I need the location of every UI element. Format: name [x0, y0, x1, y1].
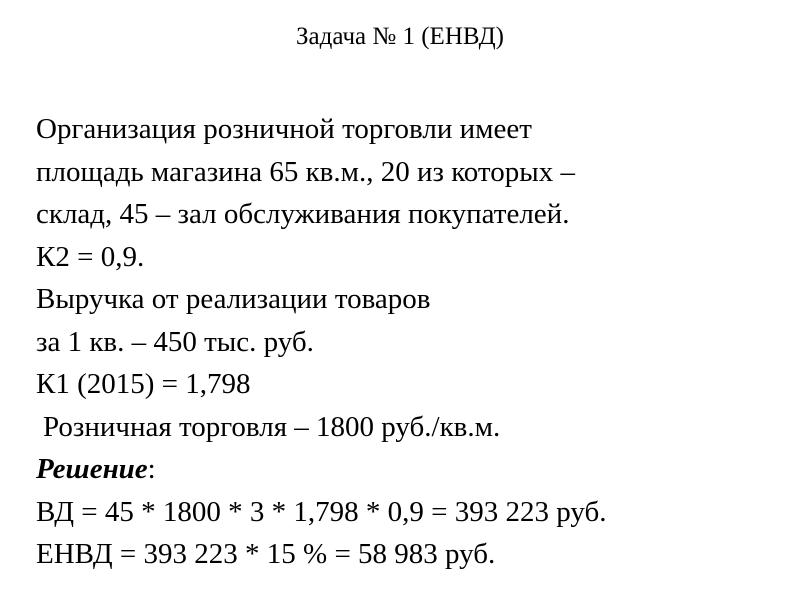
condition-line: Организация розничной торговли имеет	[36, 113, 532, 145]
condition-line: К2 = 0,9.	[36, 240, 145, 273]
task-title: Задача № 1 (ЕНВД)	[296, 23, 504, 50]
solution-heading	[36, 448, 776, 491]
solution-label: Решение	[36, 453, 148, 485]
condition-line: К1 (2015) = 1,798	[36, 368, 251, 400]
condition-line: Выручка от реализации товаров	[36, 283, 431, 315]
condition-line: склад, 45 – зал обслуживания покупателей.	[36, 198, 570, 230]
solution-line: ВД = 45 * 1800 * 3 * 1,798 * 0,9 = 393 223 руб.	[36, 495, 607, 528]
condition-line: площадь магазина 65 кв.м., 20 из которых –	[36, 155, 575, 188]
solution-colon: :	[147, 453, 156, 485]
condition-line: за 1 кв. – 450 тыс. руб.	[36, 325, 314, 358]
solution-line: ЕНВД = 393 223 * 15 % = 58 983 руб.	[36, 538, 496, 570]
condition-line: Розничная торговля – 1800 руб./кв.м.	[43, 410, 501, 443]
task-body	[36, 108, 776, 576]
